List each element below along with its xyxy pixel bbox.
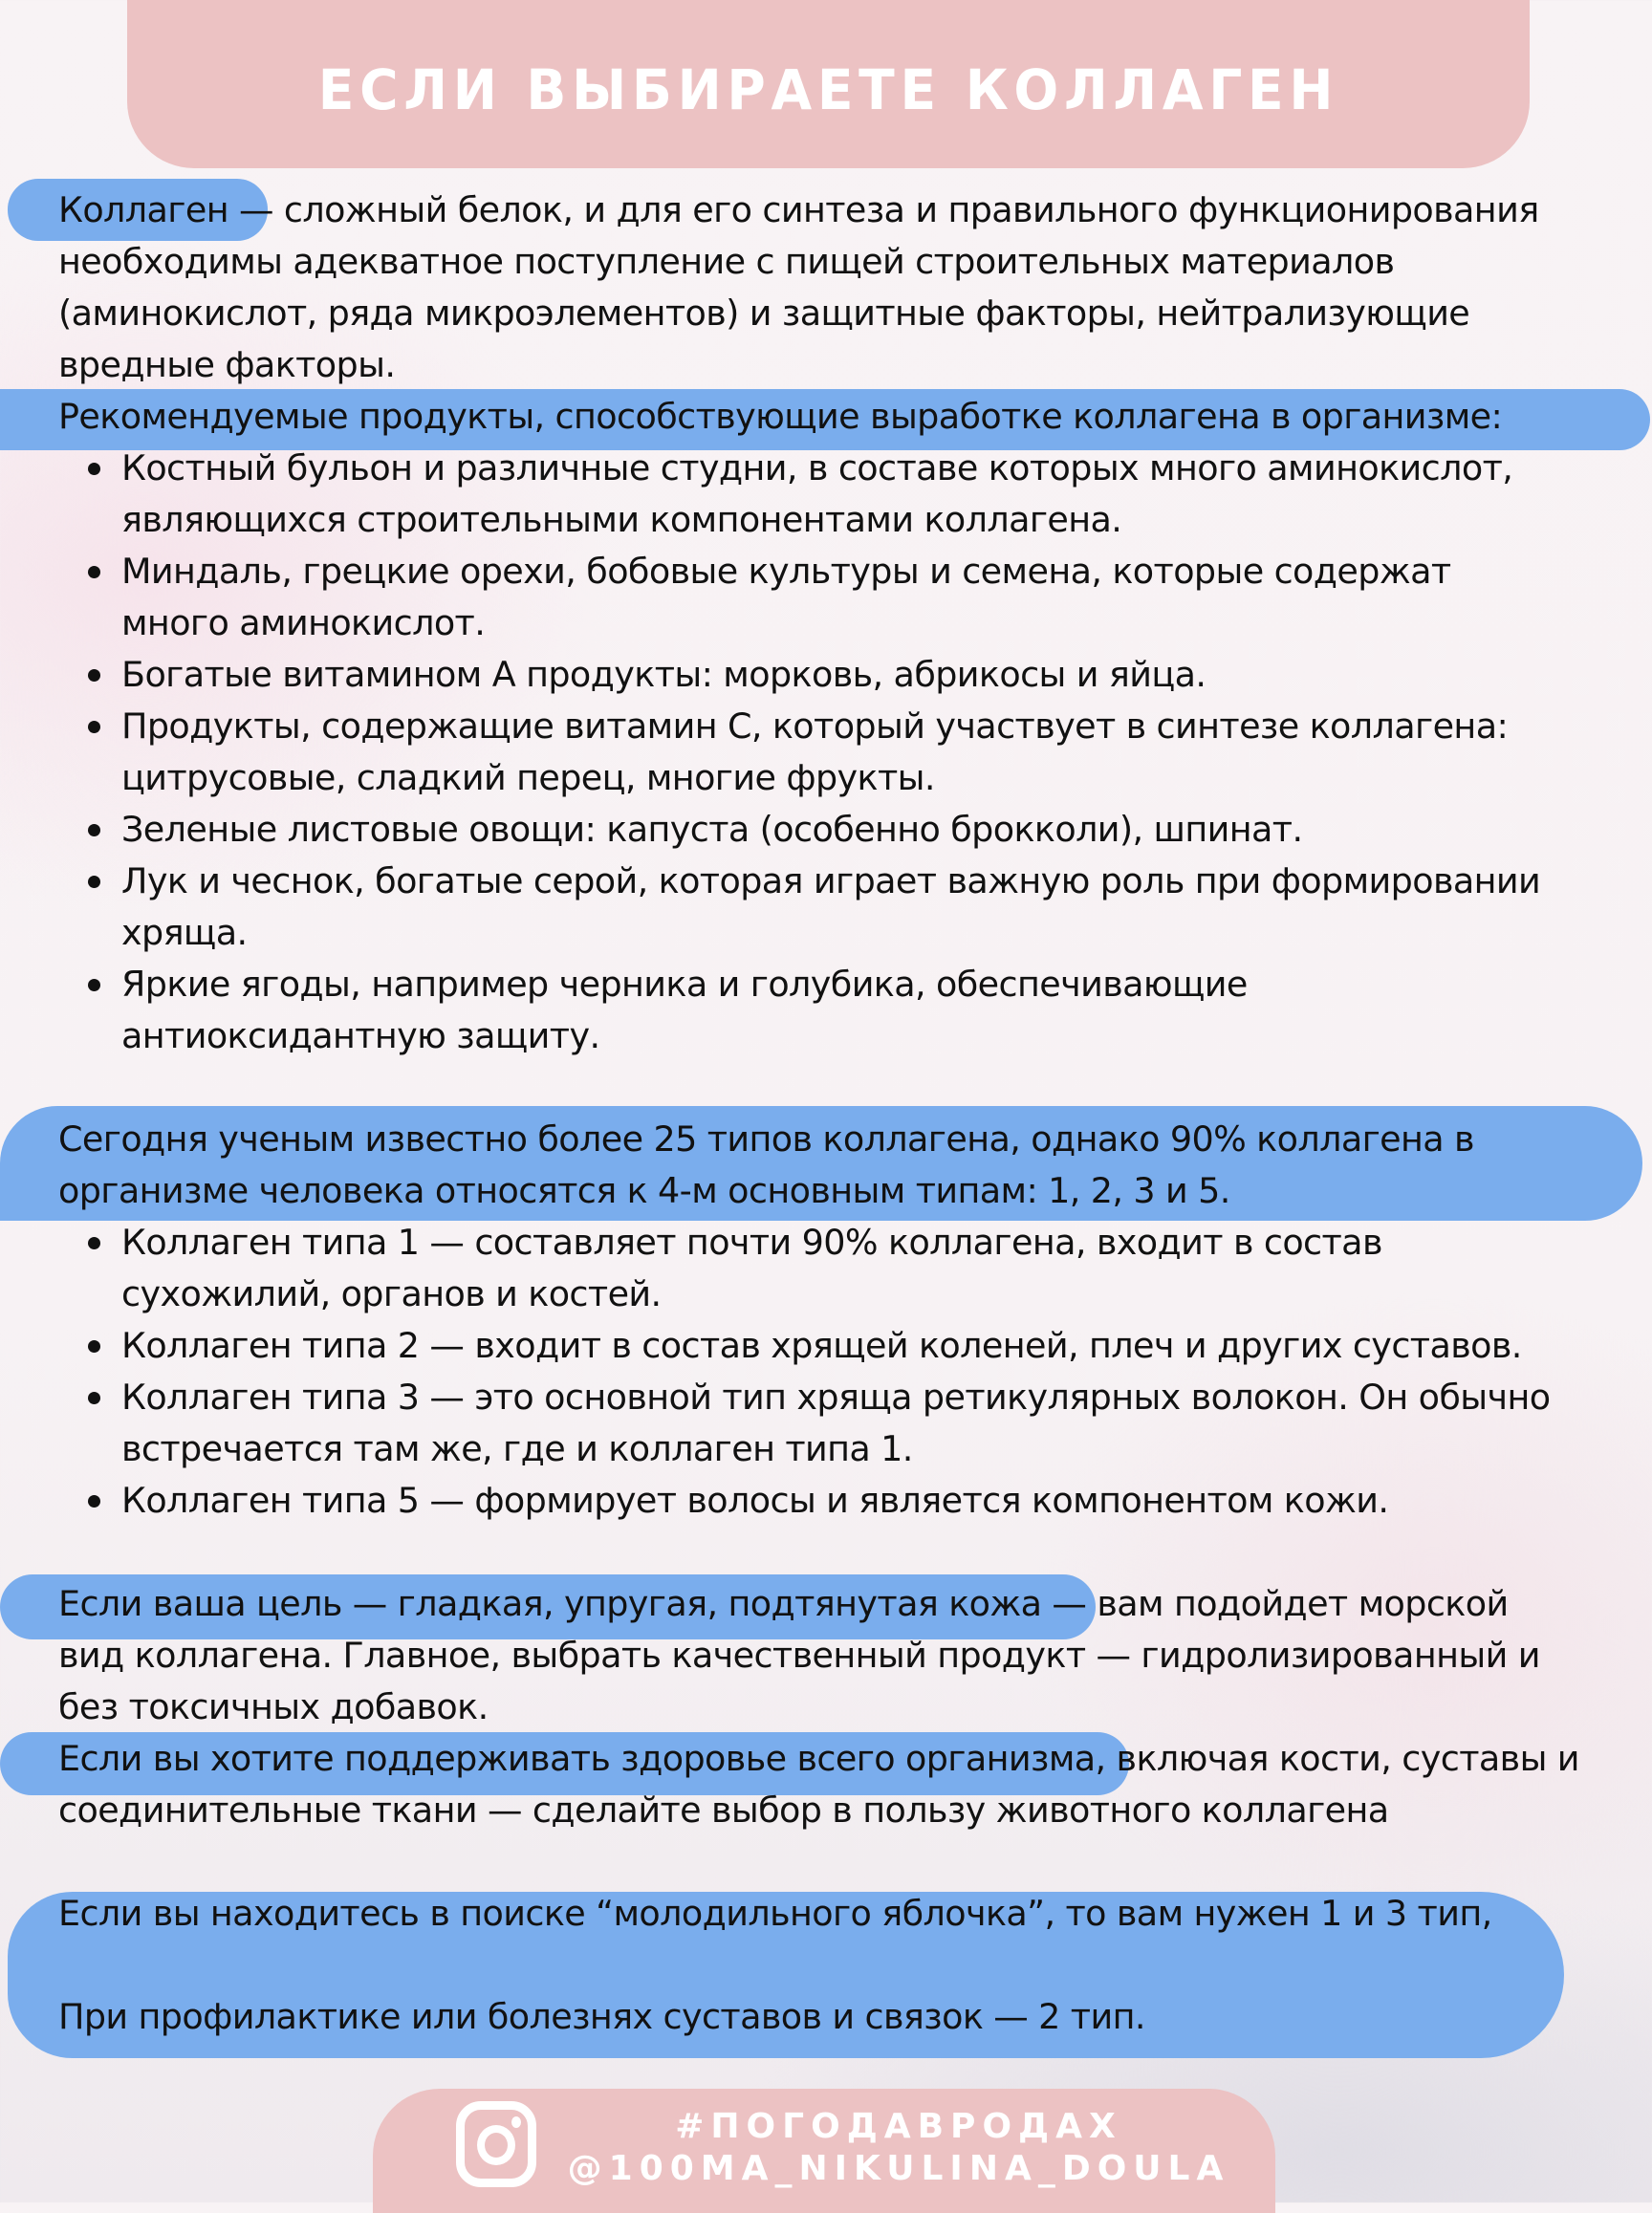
summary-line: Если вы находитесь в поиске “молодильного яблочка”, то вам нужен 1 и 3 тип, (58, 1893, 1492, 1934)
list-item-cont: являющихся строительными компонентами коллагена. (121, 499, 1122, 540)
intro-line: Коллаген — сложный белок, и для его синтеза и правильного функционирования (58, 189, 1539, 230)
bullet-icon (88, 721, 100, 733)
bullet-icon (88, 1495, 100, 1508)
types-heading: Сегодня ученым известно более 25 типов коллагена, однако 90% коллагена в (58, 1118, 1474, 1160)
bullet-icon (88, 1237, 100, 1249)
instagram-icon[interactable] (456, 2101, 536, 2187)
list-item-cont: много аминокислот. (121, 602, 486, 643)
intro-line: вредные факторы. (58, 344, 396, 385)
list-item: Зеленые листовые овощи: капуста (особенно брокколи), шпинат. (121, 809, 1303, 850)
advice-line: вид коллагена. Главное, выбрать качественный продукт — гидролизированный и (58, 1635, 1540, 1676)
advice-line: соединительные ткани — сделайте выбор в пользу животного коллагена (58, 1790, 1389, 1831)
instagram-dot (511, 2116, 521, 2128)
bullet-icon (88, 566, 100, 578)
bullet-icon (88, 979, 100, 991)
instagram-lens (477, 2125, 515, 2165)
advice-line: Если вы хотите поддерживать здоровье всего организма, включая кости, суставы и (58, 1738, 1579, 1779)
products-heading: Рекомендуемые продукты, способствующие выработке коллагена в организме: (58, 396, 1503, 437)
list-item-cont: хряща. (121, 912, 248, 953)
summary-line: При профилактике или болезнях суставов и связок — 2 тип. (58, 1996, 1145, 2037)
intro-line: (аминокислот, ряда микроэлементов) и защитные факторы, нейтрализующие (58, 293, 1470, 334)
list-item-cont: цитрусовые, сладкий перец, многие фрукты. (121, 757, 935, 798)
list-item: Яркие ягоды, например черника и голубика, обеспечивающие (121, 964, 1248, 1005)
list-item: Миндаль, грецкие орехи, бобовые культуры и семена, которые содержат (121, 551, 1451, 592)
footer-handle[interactable]: @100MA_NIKULINA_DOULA (567, 2149, 1230, 2188)
bullet-icon (88, 1340, 100, 1353)
list-item: Коллаген типа 5 — формирует волосы и является компонентом кожи. (121, 1480, 1389, 1521)
bullet-icon (88, 669, 100, 682)
list-item-cont: антиоксидантную защиту. (121, 1015, 600, 1056)
intro-line: необходимы адекватное поступление с пищей строительных материалов (58, 241, 1395, 282)
list-item: Богатые витамином А продукты: морковь, абрикосы и яйца. (121, 654, 1206, 695)
types-heading: организме человека относятся к 4-м основным типам: 1, 2, 3 и 5. (58, 1170, 1230, 1211)
list-item: Коллаген типа 1 — составляет почти 90% коллагена, входит в состав (121, 1222, 1382, 1263)
list-item-cont: сухожилий, органов и костей. (121, 1273, 662, 1314)
bullet-icon (88, 876, 100, 888)
list-item: Коллаген типа 3 — это основной тип хряща ретикулярных волокон. Он обычно (121, 1377, 1551, 1418)
list-item: Костный бульон и различные студни, в составе которых много аминокислот, (121, 447, 1513, 488)
bullet-icon (88, 1392, 100, 1404)
bullet-icon (88, 824, 100, 836)
footer-hashtag[interactable]: #ПОГОДАВРОДАХ (675, 2107, 1122, 2146)
list-item: Продукты, содержащие витамин С, который участвует в синтезе коллагена: (121, 705, 1509, 747)
page-title: ЕСЛИ ВЫБИРАЕТЕ КОЛЛАГЕН (317, 57, 1339, 122)
advice-line: Если ваша цель — гладкая, упругая, подтянутая кожа — вам подойдет морской (58, 1583, 1509, 1624)
bullet-icon (88, 463, 100, 475)
list-item: Коллаген типа 2 — входит в состав хрящей коленей, плеч и других суставов. (121, 1325, 1522, 1366)
list-item-cont: встречается там же, где и коллаген типа 1. (121, 1428, 913, 1469)
advice-line: без токсичных добавок. (58, 1686, 489, 1727)
list-item: Лук и чеснок, богатые серой, которая играет важную роль при формировании (121, 860, 1541, 901)
